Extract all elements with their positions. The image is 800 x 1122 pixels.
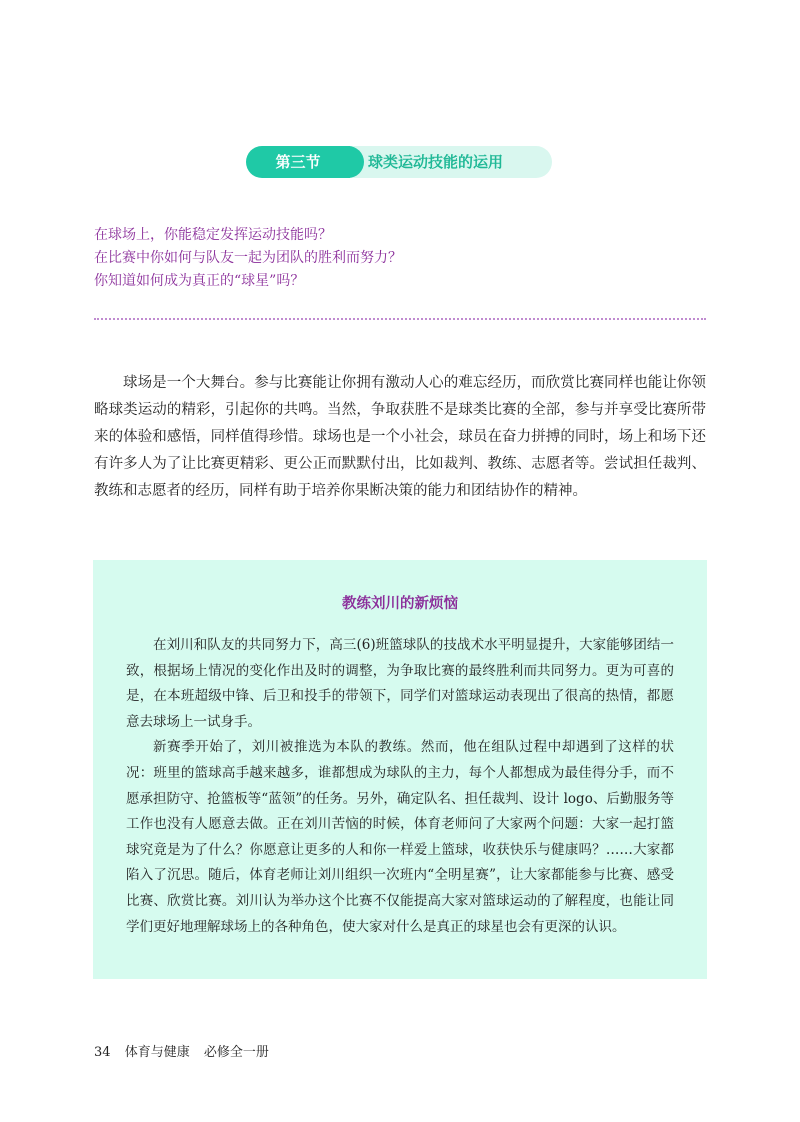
- question-2: 在比赛中你如何与队友一起为团队的胜利而努力？: [94, 250, 402, 266]
- section-title: 球类运动技能的运用: [338, 146, 552, 178]
- case-title: 教练刘川的新烦恼: [342, 595, 458, 612]
- intro-paragraph: 球场是一个大舞台。参与比赛能让你拥有激动人心的难忘经历，而欣赏比赛同样也能让你领略球类运动的精彩，引起你的共鸣。当然，争取获胜不是球类比赛的全部，参与并享受比赛所带来的体验和感悟，同样值得珍惜。球场也是一个小社会，球员在奋力拼搏的同时，场上和场下还有许多人为了让比赛更精彩、更公正而默默付出，比如裁判、教练、志愿者等。尝试担任裁判、教练和志愿者的经历，同样有助于培养你果断决策的能力和团结协作的精神。: [94, 375, 706, 499]
- case-paragraph-2: 新赛季开始了，刘川被推选为本队的教练。然而，他在组队过程中却遇到了这样的状况：班里的篮球高手越来越多，谁都想成为球队的主力，每个人都想成为最佳得分手，而不愿承担防守、抢篮板等“蓝领”的任务。另外，确定队名、担任裁判、设计 logo、后勤服务等工作也没有人愿意去做。正在刘川苦恼的时候，体育老师问了大家两个问题：大家一起打篮球究竟是为了什么？你愿意让更多的人和你一样爱上篮球，收获快乐与健康吗？……大家都陷入了沉思。随后，体育老师让刘川组织一次班内“全明星赛”，让大家都能参与比赛、感受比赛、欣赏比赛。刘川认为举办这个比赛不仅能提高大家对篮球运动的了解程度，也能让同学们更好地理解球场上的各种角色，使大家对什么是真正的球星也会有更深的认识。: [126, 739, 674, 935]
- page-number: 34: [94, 1045, 111, 1060]
- dotted-divider: [94, 318, 706, 320]
- case-paragraph-1: 在刘川和队友的共同努力下，高三(6)班篮球队的技战术水平明显提升，大家能够团结一致，根据场上情况的变化作出及时的调整，为争取比赛的最终胜利而共同努力。更为可喜的是，在本班超级中锋、后卫和投手的带领下，同学们对篮球运动表现出了很高的热情，都愿意去球场上一试身手。: [126, 637, 674, 730]
- question-3: 你知道如何成为真正的“球星”吗？: [94, 273, 305, 289]
- book-title: 体育与健康: [124, 1045, 190, 1060]
- page-footer: [94, 1041, 279, 1060]
- question-1: 在球场上，你能稳定发挥运动技能吗？: [94, 227, 332, 243]
- section-header: [246, 146, 552, 178]
- case-study-box: [93, 560, 707, 979]
- book-volume: 必修全一册: [203, 1045, 269, 1060]
- guiding-questions: [94, 224, 694, 293]
- section-number: 第三节: [246, 146, 350, 178]
